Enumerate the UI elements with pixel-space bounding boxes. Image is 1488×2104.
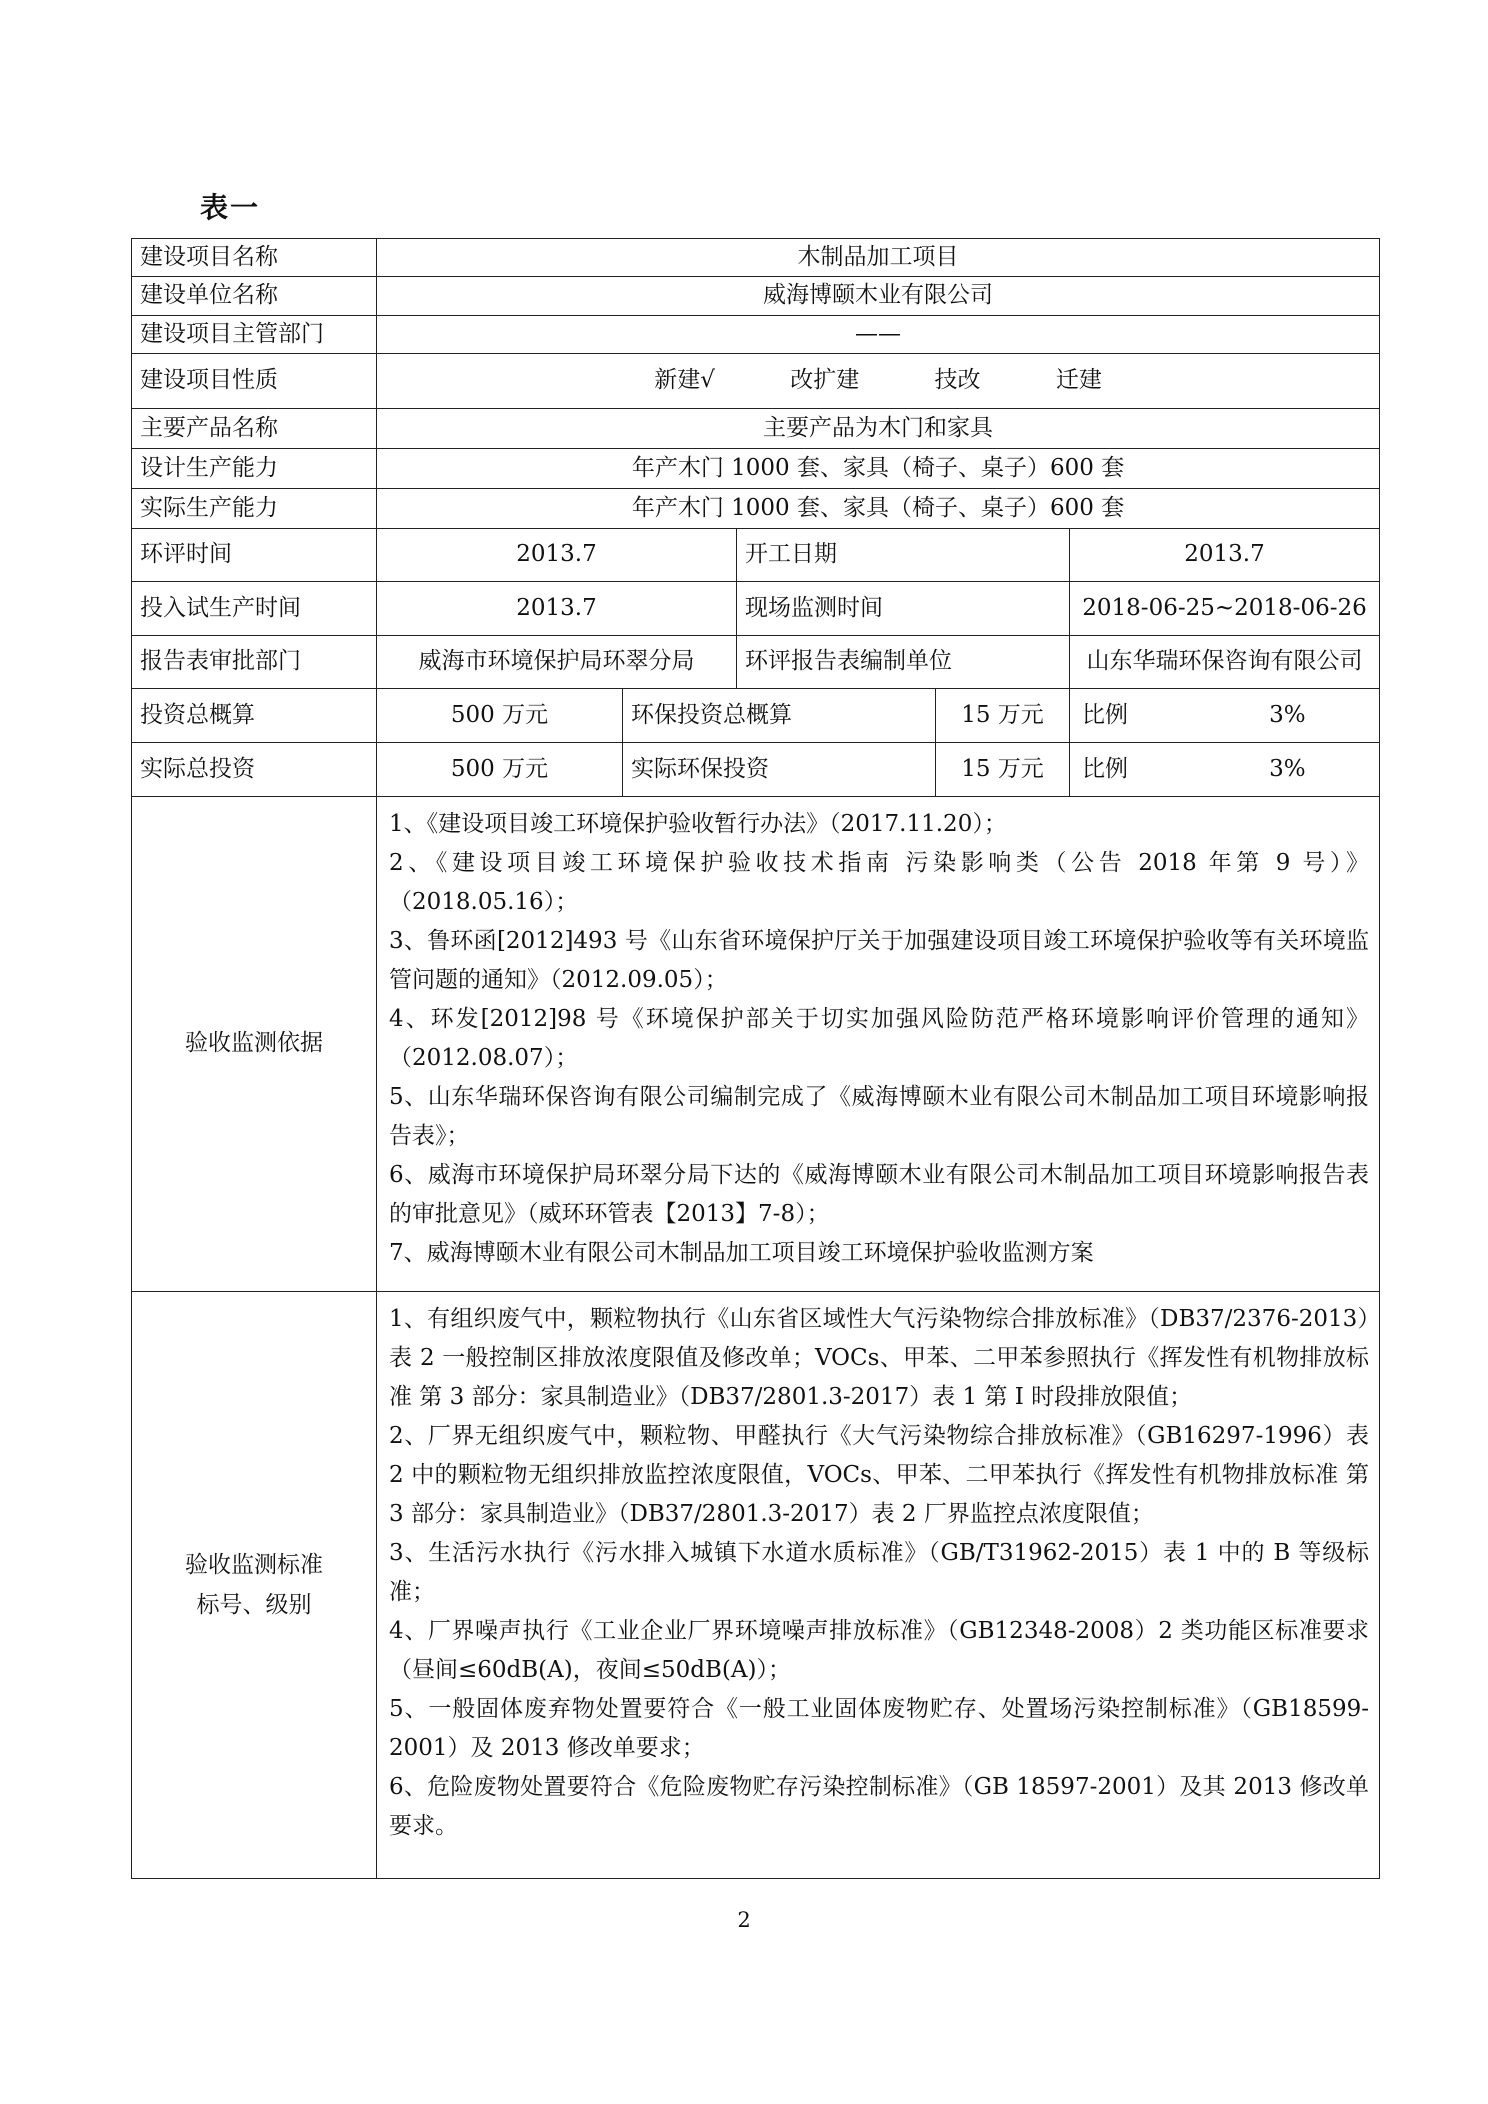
approval-dept-value: 威海市环境保护局环翠分局 (377, 636, 737, 689)
basis-item-7: 7、威海博颐木业有限公司木制品加工项目竣工环境保护验收监测方案 (389, 1240, 1094, 1266)
row-design-capacity (132, 449, 1380, 489)
row-basis (132, 797, 1380, 1292)
monitoring-time-label: 现场监测时间 (737, 582, 1070, 636)
basis-list (377, 797, 1380, 1292)
main-product-label: 主要产品名称 (132, 409, 377, 449)
basis-label: 验收监测依据 (132, 797, 377, 1292)
actual-invest-label: 实际总投资 (132, 743, 377, 797)
construction-unit-value: 威海博颐木业有限公司 (377, 277, 1380, 316)
invest-ratio-value: 3% (1269, 755, 1306, 782)
actual-env-invest-value: 15 万元 (936, 743, 1070, 797)
standards-item-3: 3、生活污水执行《污水排入城镇下水道水质标准》（GB/T31962-2015）表 1 中的 B 等级标准； (389, 1540, 1370, 1605)
standards-item-4: 4、厂界噪声执行《工业企业厂界环境噪声排放标准》（GB12348-2008）2 类功能区标准要求（昼间≤60dB(A)，夜间≤50dB(A)）； (389, 1618, 1370, 1683)
standards-item-1: 1、有组织废气中，颗粒物执行《山东省区域性大气污染物综合排放标准》（DB37/2376-2013）表 2 一般控制区排放浓度限值及修改单；VOCs、甲苯、二甲苯参照执行《挥发性有机物排放标准 第 3 部分：家具制造业》（DB37/2801.3-2017）表 1 第 I 时段排放限值； (389, 1306, 1370, 1410)
project-name-value: 木制品加工项目 (377, 239, 1380, 277)
monitoring-time-value: 2018-06-25~2018-06-26 (1070, 582, 1380, 636)
basis-item-6: 6、威海市环境保护局环翠分局下达的《威海博颐木业有限公司木制品加工项目环境影响报告表的审批意见》（威环环管表【2013】7-8）； (389, 1162, 1370, 1227)
trial-time-label: 投入试生产时间 (132, 582, 377, 636)
eia-unit-label: 环评报告表编制单位 (737, 636, 1070, 689)
basis-item-1: 1、《建设项目竣工环境保护验收暂行办法》（2017.11.20）； (389, 811, 1007, 837)
nature-option-expansion: 改扩建 (790, 367, 860, 394)
start-date-value: 2013.7 (1070, 529, 1380, 582)
nature-option-new: 新建√ (654, 367, 715, 394)
row-trial-time (132, 582, 1380, 636)
row-main-product (132, 409, 1380, 449)
env-budget-label: 环保投资总概算 (623, 689, 936, 743)
row-budget (132, 689, 1380, 743)
page-heading: 表一 (200, 191, 261, 224)
eia-unit-value: 山东华瑞环保咨询有限公司 (1070, 636, 1380, 689)
invest-ratio-label: 比例 (1082, 755, 1128, 782)
approval-dept-label: 报告表审批部门 (132, 636, 377, 689)
budget-ratio-label: 比例 (1082, 701, 1128, 728)
start-date-label: 开工日期 (737, 529, 1070, 582)
standards-item-5: 5、一般固体废弃物处置要符合《一般工业固体废物贮存、处置场污染控制标准》（GB18599-2001）及 2013 修改单要求； (389, 1696, 1370, 1761)
invest-ratio-cell (1070, 743, 1380, 797)
trial-time-value: 2013.7 (377, 582, 737, 636)
competent-dept-label: 建设项目主管部门 (132, 316, 377, 354)
basis-item-3: 3、鲁环函[2012]493 号《山东省环境保护厅关于加强建设项目竣工环境保护验收等有关环境监管问题的通知》（2012.09.05）； (389, 928, 1370, 993)
env-budget-value: 15 万元 (936, 689, 1070, 743)
basis-item-5: 5、山东华瑞环保咨询有限公司编制完成了《威海博颐木业有限公司木制品加工项目环境影响报告表》； (389, 1084, 1370, 1149)
budget-value: 500 万元 (377, 689, 623, 743)
design-capacity-value: 年产木门 1000 套、家具（椅子、桌子）600 套 (377, 449, 1380, 489)
standards-item-2: 2、厂界无组织废气中，颗粒物、甲醛执行《大气污染物综合排放标准》（GB16297-1996）表 2 中的颗粒物无组织排放监控浓度限值，VOCs、甲苯、二甲苯执行《挥发性有机物排放标准 第 3 部分：家具制造业》（DB37/2801.3-2017）表 2 厂界监控点浓度限值； (389, 1423, 1370, 1527)
design-capacity-label: 设计生产能力 (132, 449, 377, 489)
row-construction-unit (132, 277, 1380, 316)
actual-invest-value: 500 万元 (377, 743, 623, 797)
standards-list (377, 1292, 1380, 1879)
page-number: 2 (737, 1908, 751, 1932)
construction-unit-label: 建设单位名称 (132, 277, 377, 316)
standards-label (132, 1292, 377, 1879)
standards-label-line2: 标号、级别 (196, 1592, 312, 1618)
row-standards (132, 1292, 1380, 1879)
project-info-table (131, 238, 1380, 1879)
row-project-name (132, 239, 1380, 277)
actual-capacity-label: 实际生产能力 (132, 489, 377, 529)
budget-ratio-value: 3% (1269, 701, 1306, 728)
competent-dept-value: —— (377, 316, 1380, 354)
project-nature-label: 建设项目性质 (132, 354, 377, 409)
project-nature-options (377, 354, 1380, 409)
budget-ratio-cell (1070, 689, 1380, 743)
standards-label-line1: 验收监测标准 (185, 1552, 323, 1578)
row-eia-time (132, 529, 1380, 582)
row-actual-capacity (132, 489, 1380, 529)
nature-option-relocation: 迁建 (1055, 367, 1102, 394)
actual-capacity-value: 年产木门 1000 套、家具（椅子、桌子）600 套 (377, 489, 1380, 529)
row-project-nature (132, 354, 1380, 409)
eia-time-value: 2013.7 (377, 529, 737, 582)
actual-env-invest-label: 实际环保投资 (623, 743, 936, 797)
eia-time-label: 环评时间 (132, 529, 377, 582)
row-approval (132, 636, 1380, 689)
basis-item-4: 4、环发[2012]98 号《环境保护部关于切实加强风险防范严格环境影响评价管理的通知》（2012.08.07）； (389, 1006, 1370, 1071)
project-name-label: 建设项目名称 (132, 239, 377, 277)
budget-label: 投资总概算 (132, 689, 377, 743)
nature-option-renovation: 技改 (934, 367, 981, 394)
row-competent-dept (132, 316, 1380, 354)
basis-item-2: 2、《建设项目竣工环境保护验收技术指南 污染影响类（公告 2018 年第 9 号）》（2018.05.16）； (389, 850, 1370, 915)
standards-item-6: 6、危险废物处置要符合《危险废物贮存污染控制标准》（GB 18597-2001）及其 2013 修改单要求。 (389, 1774, 1370, 1839)
row-actual-invest (132, 743, 1380, 797)
main-product-value: 主要产品为木门和家具 (377, 409, 1380, 449)
